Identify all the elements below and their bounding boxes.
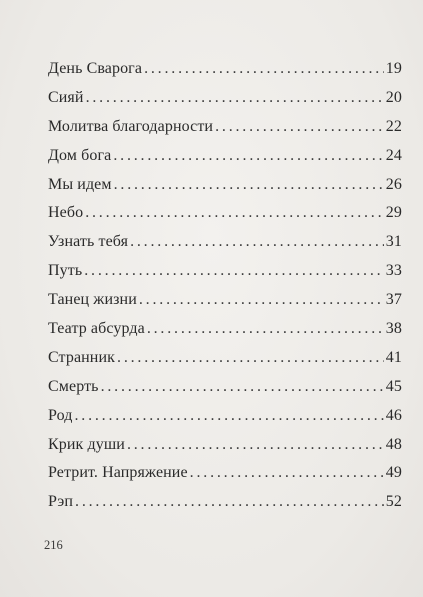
toc-entry [48,407,402,436]
dot-leader [127,436,384,454]
table-of-contents [48,60,402,522]
dot-leader [144,60,384,78]
toc-entry-title: Путь [48,262,83,280]
toc-entry [48,464,402,493]
toc-entry-title: Рэп [48,493,74,511]
toc-entry [48,378,402,407]
toc-entry-page: 19 [385,60,402,77]
toc-entry-page: 46 [385,406,402,424]
toc-entry [48,204,402,233]
toc-entry-title: Театр абсурда [48,320,145,338]
toc-entry [48,118,402,147]
dot-leader [117,349,384,367]
toc-entry-page: 38 [385,320,402,338]
page-number: 216 [44,538,63,552]
dot-leader [215,118,384,136]
toc-entry [48,60,402,89]
toc-entry [48,493,402,522]
dot-leader [75,493,384,511]
toc-entry-page: 48 [385,435,402,453]
toc-entry-title: День Сварога [48,60,143,77]
toc-entry-title: Узнать тебя [48,233,129,251]
toc-entry-page: 20 [385,88,402,106]
dot-leader [85,204,384,222]
toc-entry [48,320,402,349]
toc-entry [48,176,402,205]
dot-leader [190,464,384,482]
toc-entry [48,262,402,291]
toc-entry [48,147,402,176]
toc-entry-page: 33 [385,262,402,280]
toc-entry-title: Странник [48,348,116,366]
toc-entry-page: 45 [385,377,402,395]
toc-entry-title: Сияй [48,88,84,106]
toc-entry-page: 29 [385,204,402,222]
toc-entry [48,436,402,465]
dot-leader [74,407,383,425]
dot-leader [147,320,384,338]
dot-leader [84,262,384,280]
toc-entry-title: Танец жизни [48,291,137,309]
dot-leader [139,291,384,309]
toc-entry [48,349,402,378]
toc-entry-page: 26 [385,175,402,193]
toc-entry-title: Род [48,406,73,424]
toc-entry-page: 24 [385,146,402,164]
toc-entry-title: Небо [48,204,84,222]
toc-entry-title: Молитва благодарности [48,117,214,135]
toc-entry-title: Дом бога [48,146,112,164]
toc-entry-page: 52 [385,493,402,511]
toc-entry-page: 22 [385,117,402,135]
toc-entry [48,233,402,262]
toc-entry-page: 41 [385,348,402,366]
toc-entry [48,89,402,118]
toc-entry-title: Крик души [48,435,125,453]
toc-entry-title: Ретрит. Напряжение [48,464,188,482]
dot-leader [101,378,384,396]
dot-leader [113,147,383,165]
dot-leader [130,233,384,251]
dot-leader [114,176,384,194]
toc-entry-page: 31 [385,233,402,251]
dot-leader [86,89,384,107]
toc-entry-title: Смерть [48,377,99,395]
toc-entry-page: 49 [385,464,402,482]
toc-entry-title: Мы идем [48,175,112,193]
toc-entry-page: 37 [385,291,402,309]
toc-entry [48,291,402,320]
